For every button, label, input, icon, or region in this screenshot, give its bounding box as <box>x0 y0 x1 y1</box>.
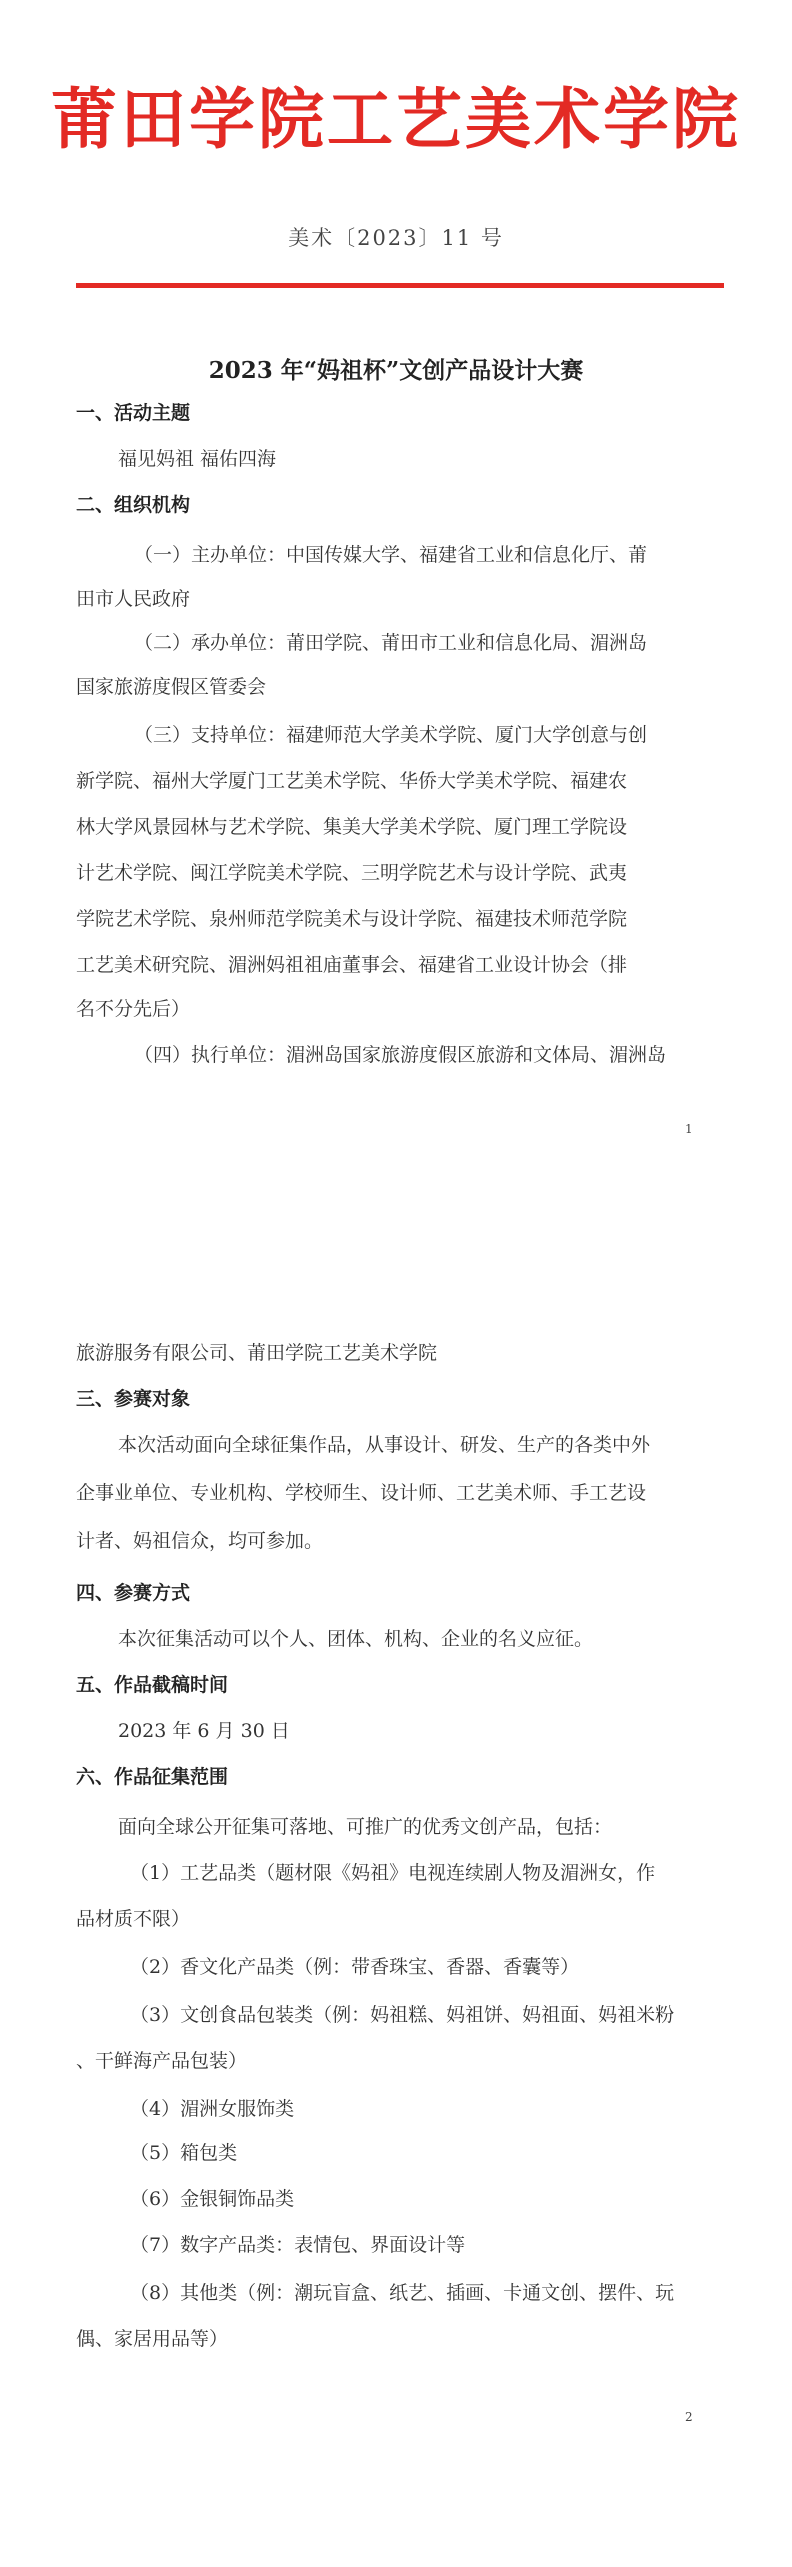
paragraph-line: （6）金银铜饰品类 <box>130 2188 295 2210</box>
section-heading-organization: 二、组织机构 <box>76 494 191 516</box>
paragraph-line: （8）其他类（例：潮玩盲盒、纸艺、插画、卡通文创、摆件、玩 <box>130 2282 675 2304</box>
paragraph-line: （7）数字产品类：表情包、界面设计等 <box>130 2234 466 2256</box>
paragraph-line: 本次征集活动可以个人、团体、机构、企业的名义应征。 <box>118 1628 594 1650</box>
section-heading-participants: 三、参赛对象 <box>76 1388 191 1410</box>
paragraph-line: （4）湄洲女服饰类 <box>130 2098 295 2120</box>
paragraph-line: 面向全球公开征集可落地、可推广的优秀文创产品，包括： <box>118 1816 613 1838</box>
paragraph-line: 偶、家居用品等） <box>76 2328 229 2350</box>
paragraph-line: 国家旅游度假区管委会 <box>76 676 267 698</box>
paragraph-line: （5）箱包类 <box>130 2142 238 2164</box>
paragraph-line: （三）支持单位：福建师范大学美术学院、厦门大学创意与创 <box>134 724 648 746</box>
paragraph-line: 2023 年 6 月 30 日 <box>118 1720 290 1742</box>
paragraph-line: 计者、妈祖信众，均可参加。 <box>76 1530 324 1552</box>
page-number: 1 <box>685 1122 693 1136</box>
paragraph-line: 计艺术学院、闽江学院美术学院、三明学院艺术与设计学院、武夷 <box>76 862 628 884</box>
institution-letterhead: 莆田学院工艺美术学院 <box>51 80 741 158</box>
document-number: 美术〔2023〕11 号 <box>288 226 504 250</box>
letterhead-divider <box>76 283 724 288</box>
paragraph-line: 名不分先后） <box>76 998 191 1020</box>
paragraph-line: （3）文创食品包装类（例：妈祖糕、妈祖饼、妈祖面、妈祖米粉 <box>130 2004 675 2026</box>
page-number: 2 <box>685 2410 693 2424</box>
paragraph-line: （二）承办单位：莆田学院、莆田市工业和信息化局、湄洲岛 <box>134 632 648 654</box>
section-heading-theme: 一、活动主题 <box>76 402 191 424</box>
paragraph-line: 企事业单位、专业机构、学校师生、设计师、工艺美术师、手工艺设 <box>76 1482 647 1504</box>
paragraph-line: 福见妈祖 福佑四海 <box>118 448 277 470</box>
paragraph-line: 新学院、福州大学厦门工艺美术学院、华侨大学美术学院、福建农 <box>76 770 628 792</box>
paragraph-line: 田市人民政府 <box>76 588 191 610</box>
section-heading-scope: 六、作品征集范围 <box>76 1766 229 1788</box>
paragraph-line: 林大学风景园林与艺术学院、集美大学美术学院、厦门理工学院设 <box>76 816 628 838</box>
document-title: 2023 年“妈祖杯”文创产品设计大赛 <box>208 357 584 384</box>
section-heading-deadline: 五、作品截稿时间 <box>76 1674 229 1696</box>
paragraph-line: （四）执行单位：湄洲岛国家旅游度假区旅游和文体局、湄洲岛 <box>134 1044 667 1066</box>
paragraph-line: 学院艺术学院、泉州师范学院美术与设计学院、福建技术师范学院 <box>76 908 628 930</box>
section-heading-method: 四、参赛方式 <box>76 1582 191 1604</box>
paragraph-line: 工艺美术研究院、湄洲妈祖祖庙董事会、福建省工业设计协会（排 <box>76 954 628 976</box>
paragraph-line: 、干鲜海产品包装） <box>76 2050 248 2072</box>
paragraph-line: （2）香文化产品类（例：带香珠宝、香器、香囊等） <box>130 1956 580 1978</box>
paragraph-line: 旅游服务有限公司、莆田学院工艺美术学院 <box>76 1342 438 1364</box>
paragraph-line: （一）主办单位：中国传媒大学、福建省工业和信息化厅、莆 <box>134 544 648 566</box>
paragraph-line: 品材质不限） <box>76 1908 191 1930</box>
paragraph-line: 本次活动面向全球征集作品，从事设计、研发、生产的各类中外 <box>118 1434 651 1456</box>
paragraph-line: （1）工艺品类（题材限《妈祖》电视连续剧人物及湄洲女，作 <box>130 1862 656 1884</box>
